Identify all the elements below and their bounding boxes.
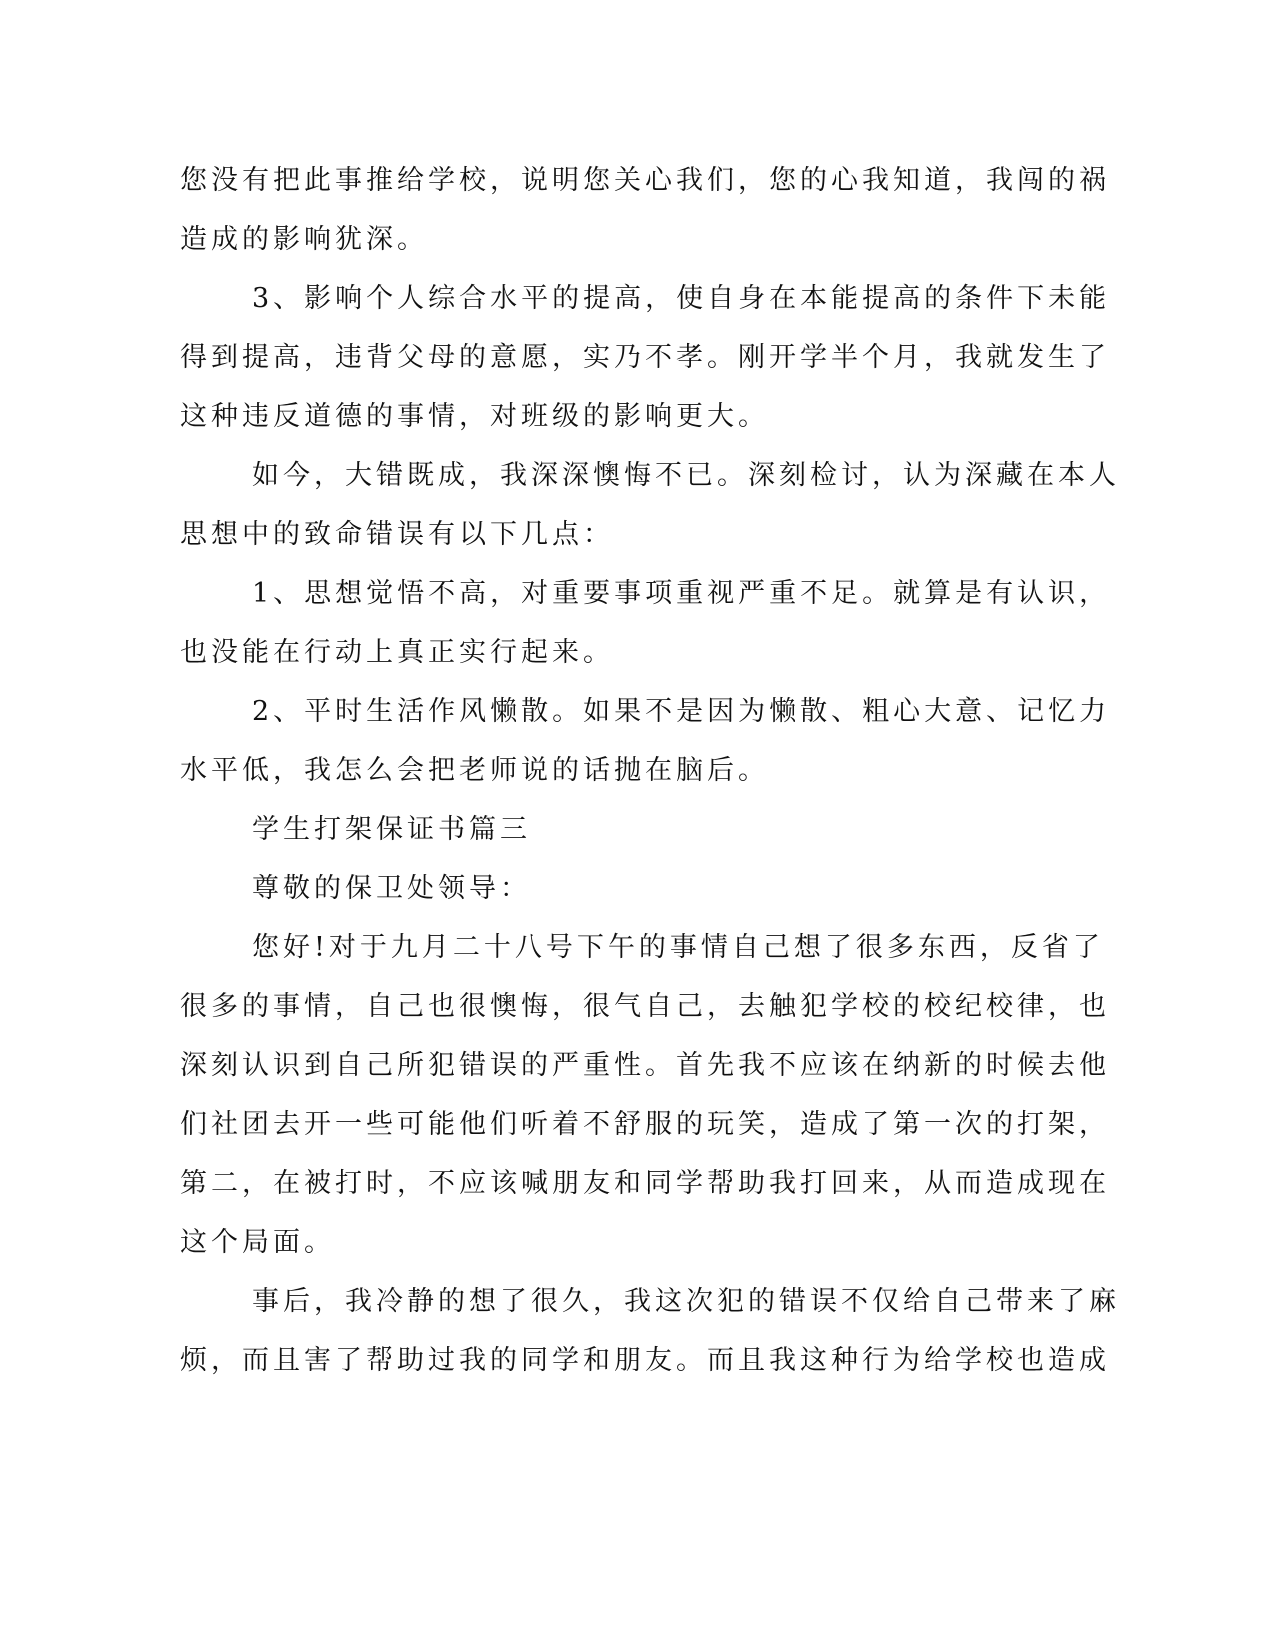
text-line: 第二，在被打时，不应该喊朋友和同学帮助我打回来，从而造成现在 bbox=[180, 1168, 1110, 1199]
text-line: 如今，大错既成，我深深懊悔不已。深刻检讨，认为深藏在本人 bbox=[252, 460, 1120, 491]
text-line: 2、平时生活作风懒散。如果不是因为懒散、粗心大意、记忆力 bbox=[252, 696, 1111, 727]
section-heading: 学生打架保证书篇三 bbox=[252, 814, 531, 845]
text-line: 您没有把此事推给学校，说明您关心我们，您的心我知道，我闯的祸 bbox=[180, 165, 1110, 196]
text-line: 得到提高，违背父母的意愿，实乃不孝。刚开学半个月，我就发生了 bbox=[180, 342, 1110, 373]
salutation: 尊敬的保卫处领导： bbox=[252, 873, 531, 904]
text-line: 3、影响个人综合水平的提高，使自身在本能提高的条件下未能 bbox=[252, 283, 1111, 314]
text-line: 造成的影响犹深。 bbox=[180, 224, 428, 255]
text-line: 这个局面。 bbox=[180, 1227, 335, 1258]
text-line: 很多的事情，自己也很懊悔，很气自己，去触犯学校的校纪校律，也 bbox=[180, 991, 1110, 1022]
text-line: 这种违反道德的事情，对班级的影响更大。 bbox=[180, 401, 769, 432]
text-line: 们社团去开一些可能他们听着不舒服的玩笑，造成了第一次的打架， bbox=[180, 1109, 1110, 1140]
text-line: 也没能在行动上真正实行起来。 bbox=[180, 637, 614, 668]
text-line: 水平低，我怎么会把老师说的话抛在脑后。 bbox=[180, 755, 769, 786]
text-line: 1、思想觉悟不高，对重要事项重视严重不足。就算是有认识， bbox=[252, 578, 1111, 609]
text-line: 事后，我冷静的想了很久，我这次犯的错误不仅给自己带来了麻 bbox=[252, 1286, 1120, 1317]
text-line: 深刻认识到自己所犯错误的严重性。首先我不应该在纳新的时候去他 bbox=[180, 1050, 1110, 1081]
text-line: 思想中的致命错误有以下几点： bbox=[180, 519, 614, 550]
text-line: 您好!对于九月二十八号下午的事情自己想了很多东西，反省了 bbox=[252, 932, 1104, 963]
text-line: 烦，而且害了帮助过我的同学和朋友。而且我这种行为给学校也造成 bbox=[180, 1345, 1110, 1376]
